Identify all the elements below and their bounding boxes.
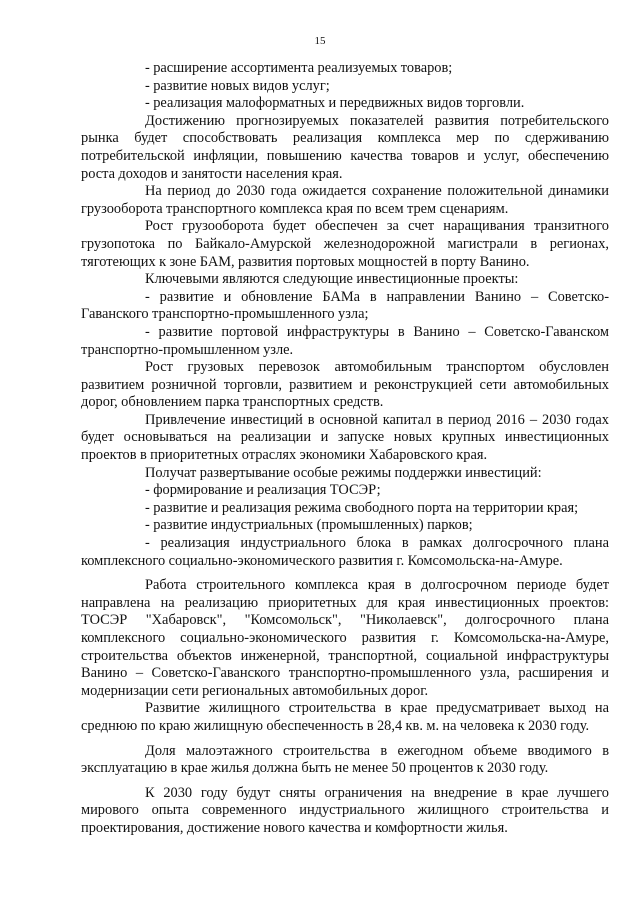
paragraph: Достижению прогнозируемых показателей развития потребительского рынка будет способствовать реализация комплекса мер по сдерживанию потребительской инфляции, повышению качества товаров и услуг, обеспечению роста доходов и занятости населения края. <box>81 112 609 182</box>
paragraph: Привлечение инвестиций в основной капитал в период 2016 – 2030 годах будет основываться на реализации и запуске новых крупных инвестиционных проектов в приоритетных отраслях экономики Хабаровского края. <box>81 411 609 464</box>
list-item: - развитие и обновление БАМа в направлении Ванино – Советско-Гаванского транспортно-промышленного узла; <box>81 288 609 323</box>
body-text <box>81 60 609 838</box>
paragraph: Работа строительного комплекса края в долгосрочном периоде будет направлена на реализацию приоритетных для края инвестиционных проектов: ТОСЭР "Хабаровск", "Комсомольск", "Николаевск", долгосрочного плана комплексного социально-экономического развития г. Комсомольска-на-Амуре, строительства объектов инженерной, транспортной, социальной инфраструктуры Ванино – Советско-Гаванского транспортно-промышленного узла, расширения и модернизации сети региональных автомобильных дорог. <box>81 577 609 699</box>
paragraph: Доля малоэтажного строительства в ежегодном объеме вводимого в эксплуатацию в крае жилья должна быть не менее 50 процентов к 2030 году. <box>81 742 609 777</box>
paragraph: Рост грузооборота будет обеспечен за счет наращивания транзитного грузопотока по Байкало-Амурской железнодорожной магистрали в регионах, тяготеющих к зоне БАМ, развития портовых мощностей в порту Ванино. <box>81 218 609 270</box>
list-item: - реализация индустриального блока в рамках долгосрочного плана комплексного социально-экономического развития г. Комсомольска-на-Амуре. <box>81 535 609 569</box>
paragraph: К 2030 году будут сняты ограничения на внедрение в крае лучшего мирового опыта современного индустриального жилищного строительства и проектирования, достижение нового качества и комфортности жилья. <box>81 784 609 836</box>
list-item: - развитие индустриальных (промышленных) парков; <box>145 517 473 534</box>
paragraph: Развитие жилищного строительства в крае предусматривает выход на среднюю по краю жилищную обеспеченность в 28,4 кв. м. на человека к 2030 году. <box>81 700 609 734</box>
paragraph: Получат развертывание особые режимы поддержки инвестиций: <box>145 464 542 481</box>
list-item: - реализация малоформатных и передвижных видов торговли. <box>145 95 525 112</box>
list-item: - развитие и реализация режима свободного порта на территории края; <box>145 499 579 516</box>
page-number: 15 <box>314 35 326 47</box>
paragraph: Рост грузовых перевозок автомобильным транспортом обусловлен развитием розничной торговли, развитием и реконструкцией сети автомобильных дорог, обновлением парка транспортных средств. <box>81 359 609 411</box>
paragraph: На период до 2030 года ожидается сохранение положительной динамики грузооборота транспортного комплекса края по всем трем сценариям. <box>81 183 609 217</box>
list-item: - развитие портовой инфраструктуры в Ванино – Советско-Гаванском транспортно-промышленном узле. <box>81 323 609 358</box>
paragraph: Ключевыми являются следующие инвестиционные проекты: <box>145 271 519 288</box>
list-item: - развитие новых видов услуг; <box>145 77 330 94</box>
list-item: - расширение ассортимента реализуемых товаров; <box>145 60 453 76</box>
list-item: - формирование и реализация ТОСЭР; <box>145 482 381 499</box>
